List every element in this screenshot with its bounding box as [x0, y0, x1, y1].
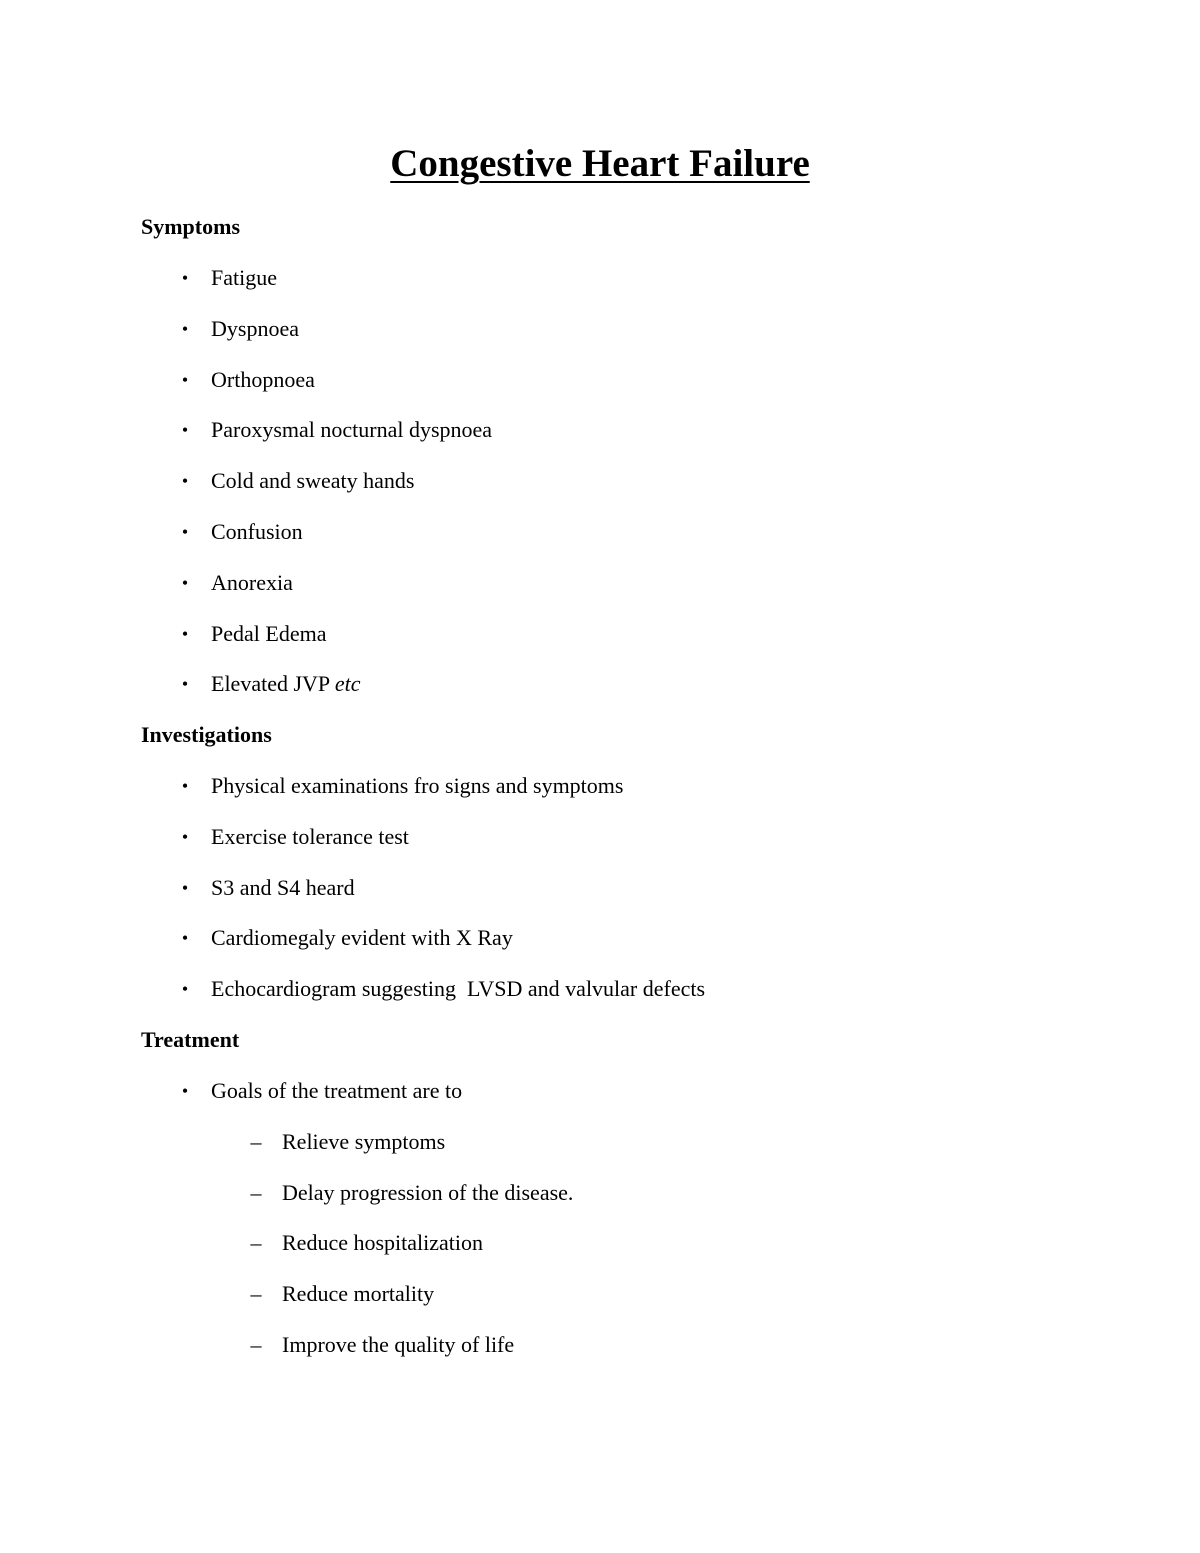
list-item: [181, 415, 493, 445]
list-item-text: Confusion: [211, 519, 303, 544]
sub-list-item-text: Delay progression of the disease.: [282, 1180, 574, 1205]
list-item-text: Echocardiogram suggesting LVSD and valvular defects: [211, 976, 706, 1001]
list-item-text: Dyspnoea: [211, 316, 299, 341]
bullet-marker: •: [181, 827, 189, 847]
sub-list-item: [250, 1228, 483, 1258]
section-heading-symptoms: Symptoms: [141, 214, 241, 239]
sub-list-item-text: Relieve symptoms: [282, 1129, 446, 1154]
list-item: [181, 314, 299, 344]
bullet-marker: •: [181, 878, 189, 898]
list-item: [181, 263, 277, 293]
list-item: [181, 974, 706, 1004]
document-title: Congestive Heart Failure: [390, 142, 810, 185]
section-heading-treatment: Treatment: [141, 1027, 240, 1052]
list-item-text: Paroxysmal nocturnal dyspnoea: [211, 417, 493, 442]
list-item: [181, 669, 361, 699]
list-item-text: Exercise tolerance test: [211, 824, 409, 849]
bullet-marker: •: [181, 776, 189, 796]
list-item-text: Pedal Edema: [211, 621, 327, 646]
list-item-text: Anorexia: [211, 570, 293, 595]
list-item: [181, 1076, 463, 1106]
list-item-emphasis: etc: [334, 671, 361, 696]
bullet-marker: •: [181, 573, 189, 593]
list-item-text: Physical examinations fro signs and symptoms: [211, 773, 624, 798]
sub-list-item: [250, 1279, 435, 1309]
bullet-marker: •: [181, 268, 189, 288]
dash-marker: –: [250, 1129, 262, 1154]
sub-list-item: [250, 1178, 574, 1208]
list-item-text: Cold and sweaty hands: [211, 468, 415, 493]
list-item: [181, 771, 624, 801]
list-item-text: Fatigue: [211, 265, 277, 290]
dash-marker: –: [250, 1180, 262, 1205]
list-item: [181, 517, 303, 547]
dash-marker: –: [250, 1332, 262, 1357]
list-item: [181, 568, 293, 598]
sub-list-item: [250, 1127, 446, 1157]
list-item-text: Elevated JVP: [211, 671, 335, 696]
bullet-marker: •: [181, 319, 189, 339]
bullet-marker: •: [181, 471, 189, 491]
section-heading-investigations: Investigations: [141, 722, 272, 747]
sub-list-item-text: Reduce hospitalization: [282, 1230, 483, 1255]
bullet-marker: •: [181, 624, 189, 644]
list-item-text: Orthopnoea: [211, 367, 315, 392]
list-item-text: Cardiomegaly evident with X Ray: [211, 925, 513, 950]
bullet-marker: •: [181, 1081, 189, 1101]
list-item: [181, 923, 513, 953]
dash-marker: –: [250, 1230, 262, 1255]
list-item-text: Goals of the treatment are to: [211, 1078, 463, 1103]
list-item: [181, 873, 355, 903]
list-item: [181, 822, 409, 852]
bullet-marker: •: [181, 370, 189, 390]
bullet-marker: •: [181, 979, 189, 999]
bullet-marker: •: [181, 420, 189, 440]
list-item: [181, 466, 415, 496]
list-item: [181, 619, 327, 649]
dash-marker: –: [250, 1281, 262, 1306]
sub-list-item-text: Reduce mortality: [282, 1281, 435, 1306]
bullet-marker: •: [181, 674, 189, 694]
list-item-text: S3 and S4 heard: [211, 875, 355, 900]
sub-list-item: [250, 1330, 515, 1360]
bullet-marker: •: [181, 928, 189, 948]
list-item: [181, 365, 315, 395]
bullet-marker: •: [181, 522, 189, 542]
sub-list-item-text: Improve the quality of life: [282, 1332, 515, 1357]
